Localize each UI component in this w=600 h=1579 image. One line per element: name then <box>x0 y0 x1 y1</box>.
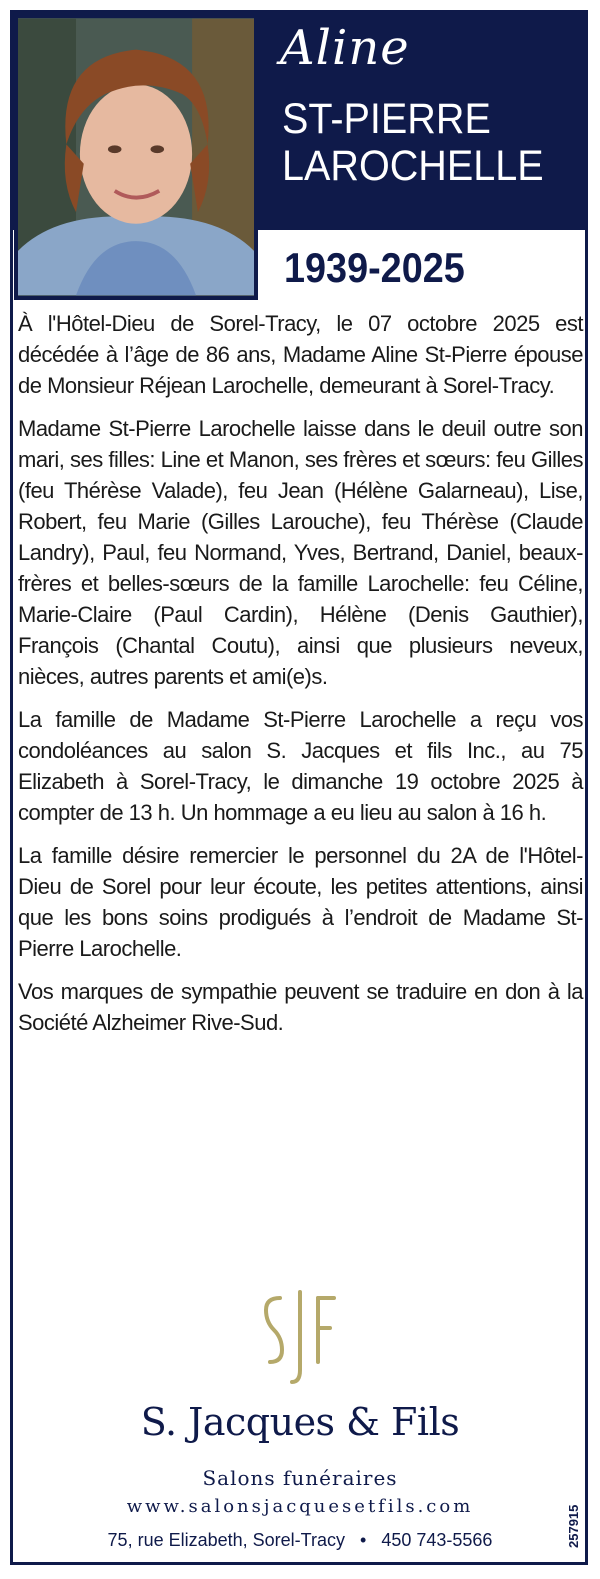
funeral-home-brand: S. Jacques & Fils <box>140 1400 460 1444</box>
funeral-home-address: 75, rue Elizabeth, Sorel-Tracy <box>107 1530 345 1550</box>
funeral-home-website[interactable]: www.salonsjacquesetfils.com <box>126 1496 474 1517</box>
portrait-photo <box>14 14 258 300</box>
separator-dot: • <box>360 1530 367 1550</box>
obituary-text <box>18 308 583 1050</box>
first-name: Aline <box>280 20 410 76</box>
last-name-line-1: ST-PIERRE <box>282 95 491 143</box>
funeral-home-contact <box>0 1530 600 1551</box>
paragraph-death-notice: À l'Hôtel-Dieu de Sorel-Tracy, le 07 octobre 2025 est décédée à l’âge de 86 ans, Madame Aline St-Pierre épouse de Monsieur Réjean Larochelle, demeurant à Sorel-Tracy. <box>18 311 583 398</box>
paragraph-visitation: La famille de Madame St-Pierre Larochelle a reçu vos condoléances au salon S. Jacques et fils Inc., au 75 Elizabeth à Sorel-Tracy, le dimanche 19 octobre 2025 à compter de 13 h. Un hommage a eu lieu au salon à 16 h. <box>18 707 583 825</box>
last-name <box>282 96 544 190</box>
funeral-home-tagline: Salons funéraires <box>202 1466 398 1490</box>
life-years: 1939-2025 <box>284 244 465 291</box>
last-name-line-2: LAROCHELLE <box>282 142 544 190</box>
portrait-illustration-icon <box>18 18 254 296</box>
funeral-home-phone[interactable]: 450 743-5566 <box>381 1530 493 1550</box>
sjf-logo-icon <box>258 1290 340 1386</box>
paragraph-thanks: La famille désire remercier le personnel du 2A de l'Hôtel-Dieu de Sorel pour leur écoute, les petites attentions, ainsi que les bons soins prodigués à l’endroit de Madame St-Pierre Larochelle. <box>18 843 583 961</box>
ad-reference-code: 257915 <box>566 1504 581 1548</box>
paragraph-survivors: Madame St-Pierre Larochelle laisse dans le deuil outre son mari, ses filles: Line et Manon, ses frères et sœurs: feu Gilles (feu Thérèse Valade), feu Jean (Hélène Galarneau), Lise, Robert, feu Marie (Gilles Larouche), feu Thérèse (Claude Landry), Paul, feu Normand, Yves, Bertrand, Daniel, beaux-frères et belles-sœurs de la famille Larochelle: feu Céline, Marie-Claire (Paul Cardin), Hélène (Denis Gauthier), François (Chantal Coutu), ainsi que plusieurs neveux, nièces, autres parents et ami(e)s. <box>18 416 583 689</box>
paragraph-donations: Vos marques de sympathie peuvent se traduire en don à la Société Alzheimer Rive-Sud. <box>18 979 583 1035</box>
